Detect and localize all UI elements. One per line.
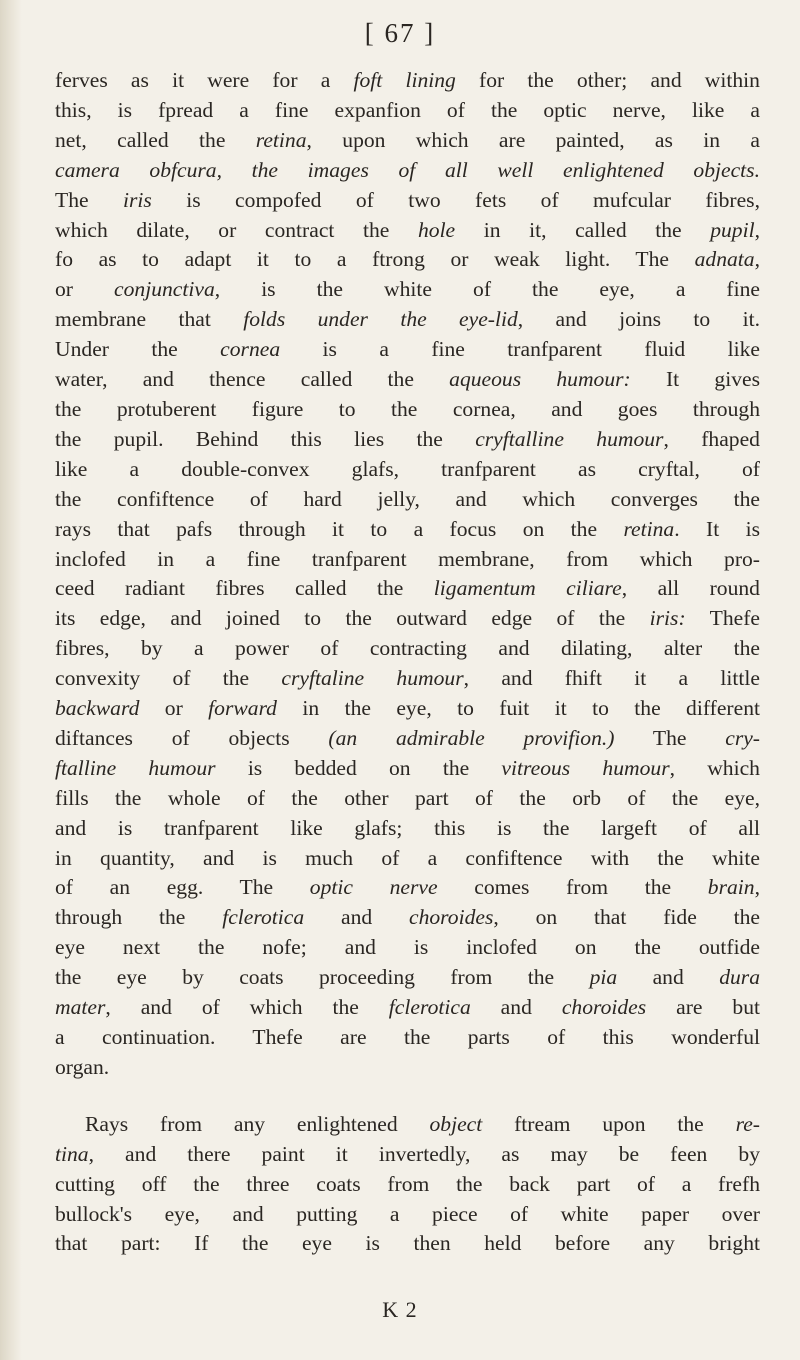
text-line: and is tranfparent like glafs; this is the largeft of all — [55, 815, 760, 840]
signature-mark: K 2 — [382, 1297, 418, 1322]
page-number-header: [ 67 ] — [364, 18, 436, 48]
body-text — [55, 66, 760, 1259]
paragraph — [55, 1110, 760, 1260]
text-line: fills the whole of the other part of the orb of the eye, — [55, 785, 760, 810]
text-line: rays that pafs through it to a focus on the retina. It is — [55, 516, 760, 541]
paragraph — [55, 66, 760, 1083]
text-line: convexity of the cryftaline humour, and fhift it a little — [55, 666, 760, 691]
text-line: the confiftence of hard jelly, and which converges the — [55, 486, 760, 511]
text-line: cutting off the three coats from the back part of a frefh — [55, 1171, 760, 1196]
text-line: fo as to adapt it to a ftrong or weak light. The adnata, — [55, 247, 760, 272]
text-line: membrane that folds under the eye-lid, and joins to it. — [55, 307, 760, 332]
text-line: its edge, and joined to the outward edge of the iris: Thefe — [55, 606, 760, 631]
text-line: ceed radiant fibres called the ligamentum ciliare, all round — [55, 576, 760, 601]
text-line: backward or forward in the eye, to fuit it to the different — [55, 696, 761, 721]
text-line: bullock's eye, and putting a piece of white paper over — [55, 1201, 760, 1226]
page-edge-shadow — [0, 0, 22, 1360]
text-line: camera obfcura, the images of all well enlightened objects. — [55, 157, 760, 182]
text-line: Under the cornea is a fine tranfparent fluid like — [55, 337, 760, 362]
text-line: in quantity, and is much of a confiftence with the white — [55, 845, 760, 870]
text-line: the protuberent figure to the cornea, and goes through — [55, 396, 760, 421]
text-line: a continuation. Thefe are the parts of this wonderful — [55, 1025, 760, 1049]
text-line: eye next the nofe; and is inclofed on the outfide — [55, 935, 760, 960]
text-line: inclofed in a fine tranfparent membrane, from which pro- — [55, 546, 760, 571]
text-line: through the fclerotica and choroides, on that fide the — [55, 905, 760, 930]
text-line: ferves as it were for a foft lining for the other; and within — [55, 68, 760, 92]
text-line: mater, and of which the fclerotica and choroides are but — [55, 995, 761, 1020]
text-line: the pupil. Behind this lies the cryftalline humour, fhaped — [55, 426, 760, 451]
text-line: which dilate, or contract the hole in it, called the pupil, — [55, 217, 760, 242]
text-line: or conjunctiva, is the white of the eye, a fine — [55, 277, 760, 302]
text-line: the eye by coats proceeding from the pia and dura — [55, 965, 760, 990]
text-line: organ. — [55, 1054, 110, 1079]
text-line: of an egg. The optic nerve comes from the brain, — [55, 875, 760, 900]
text-line: ftalline humour is bedded on the vitreous humour, which — [55, 755, 760, 780]
text-line: fibres, by a power of contracting and dilating, alter the — [55, 636, 760, 661]
text-line: that part: If the eye is then held before any bright — [55, 1231, 760, 1256]
text-line: The iris is compofed of two fets of mufcular fibres, — [55, 187, 760, 212]
text-line: Rays from any enlightened object ftream upon the re- — [85, 1111, 760, 1136]
text-line: like a double-convex glafs, tranfparent as cryftal, of — [55, 456, 760, 481]
text-line: net, called the retina, upon which are painted, as in a — [55, 127, 760, 152]
text-line: tina, and there paint it invertedly, as may be feen by — [55, 1141, 760, 1166]
text-line: this, is fpread a fine expanfion of the optic nerve, like a — [55, 97, 760, 122]
text-line: water, and thence called the aqueous humour: It gives — [55, 367, 761, 392]
paragraph-gap — [55, 1083, 760, 1110]
text-line: diftances of objects (an admirable provifion.) The cry- — [55, 725, 760, 750]
